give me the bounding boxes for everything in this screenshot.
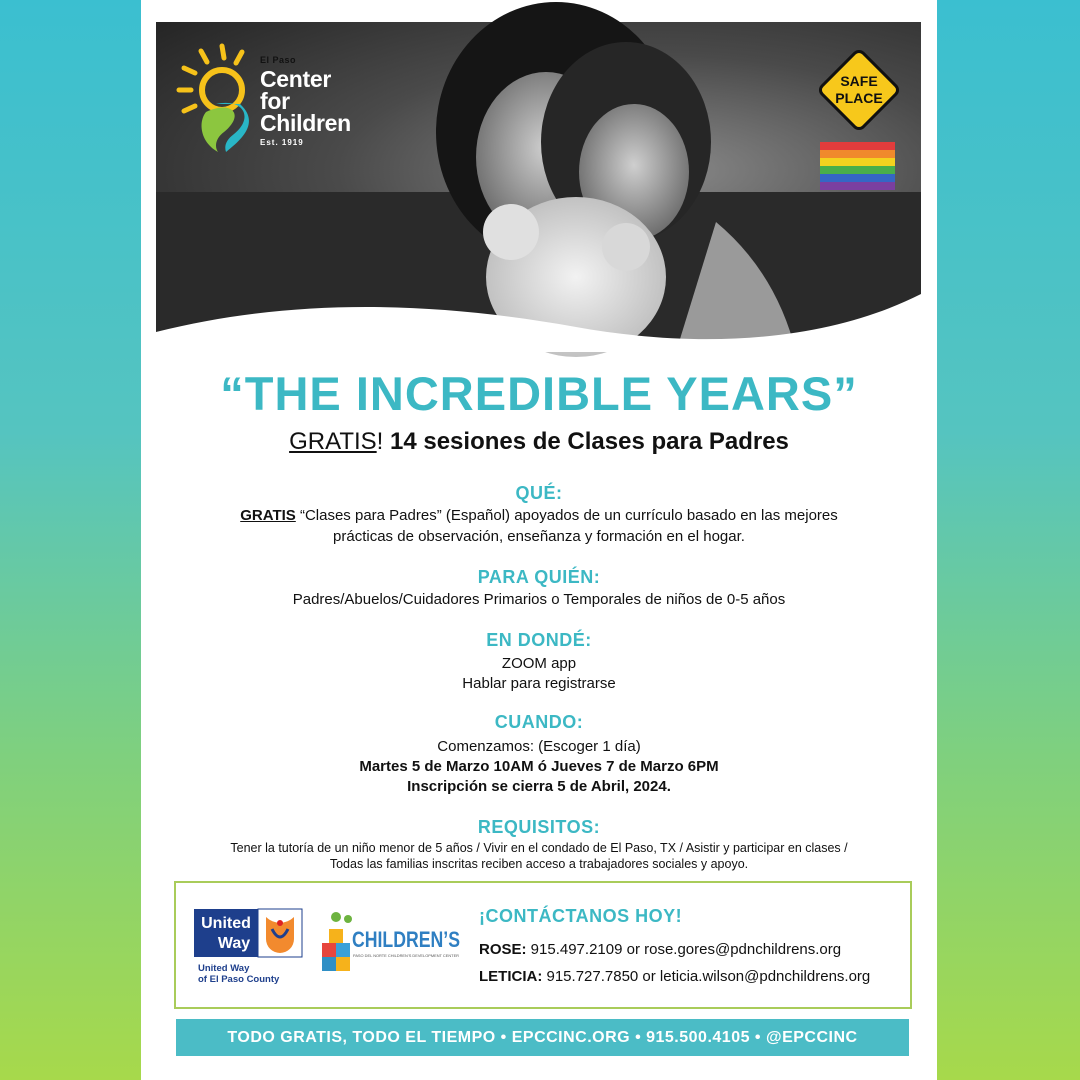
flyer [141,0,937,1080]
para-quien-text: Padres/Abuelos/Cuidadores Primarios o Temporales de niños de 0-5 años [292,591,786,608]
flyer-subtitle: GRATIS! 14 sesiones de Clases para Padres [289,428,789,455]
white-wave-divider [156,282,921,352]
logo-name-line2: for [260,88,290,114]
contact-rose [479,941,841,958]
united-way-caption-line1: United Way [198,963,250,974]
united-way-caption-line2: of El Paso County [198,974,280,985]
que-line2: prácticas de observación, enseñanza y formación en el hogar. [333,528,745,545]
cuando-line1: Comenzamos: (Escoger 1 día) [437,738,641,755]
que-line1-text: “Clases para Padres” (Español) apoyados de un currículo basado en las mejores [295,507,838,524]
en-donde-line1: ZOOM app [501,655,577,672]
contact-rose-info[interactable]: 915.497.2109 or rose.gores@pdnchildrens.org [526,941,842,958]
que-line1 [141,506,937,526]
united-way-caption [198,963,279,985]
requisitos-line2: Todas las familias inscritas reciben acceso a trabajadores sociales y apoyo. [329,857,749,871]
flyer-title: “THE INCREDIBLE YEARS” [220,367,858,420]
logo-established: Est. 1919 [260,138,304,147]
logo-el-paso: El Paso [260,55,297,65]
logo-name-line1: Center [260,66,332,92]
center-for-children-sun-logo-icon [176,42,258,154]
hero-photo [156,22,921,352]
childrens-tagline: PASO DEL NORTE CHILDREN’S DEVELOPMENT CENTER [353,953,460,958]
contact-heading: ¡CONTÁCTANOS HOY! [479,906,683,926]
en-donde-heading: EN DONDÉ: [486,630,592,650]
cuando-heading: CUANDO: [494,712,584,732]
center-for-children-logo-text [260,52,351,147]
que-free-word: GRATIS [240,507,296,524]
requisitos-line1: Tener la tutoría de un niño menor de 5 años / Vivir en el condado de El Paso, TX / Asistir y participar en clases / [230,841,848,855]
logo-name-line3: Children [260,110,351,136]
cuando-line3: Inscripción se cierra 5 de Abril, 2024. [407,778,671,795]
en-donde-line2: Hablar para registrarse [462,675,616,692]
cuando-line2: Martes 5 de Marzo 10AM ó Jueves 7 de Marzo 6PM [359,758,719,775]
safe-place-line2: PLACE [835,90,883,106]
united-way-logo-icon [194,909,302,957]
childrens-wordmark: CHILDREN’S [352,927,460,952]
contact-leticia [479,968,870,985]
safe-place-line1: SAFE [840,73,878,89]
safe-place-sign-icon [813,44,905,136]
pdn-childrens-logo-icon [320,911,470,973]
contact-rose-label: ROSE: [479,941,527,958]
para-quien-heading: PARA QUIÉN: [477,567,601,587]
contact-leticia-label: LETICIA: [479,968,543,985]
contact-box [174,881,912,1009]
subtitle-rest: 14 sesiones de Clases para Padres [390,428,789,455]
contact-leticia-info[interactable]: 915.727.7850 or leticia.wilson@pdnchildrens.org [542,968,871,985]
rainbow-flag-icon [820,142,895,190]
united-way-line1: United [201,915,251,932]
requisitos-heading: REQUISITOS: [477,817,601,837]
footer-bar: TODO GRATIS, TODO EL TIEMPO • EPCCINC.ORG • 915.500.4105 • @EPCCINC [176,1019,909,1056]
united-way-line2: Way [217,935,251,952]
que-heading: QUÉ: [515,483,563,503]
subtitle-free-word: GRATIS [289,428,377,455]
